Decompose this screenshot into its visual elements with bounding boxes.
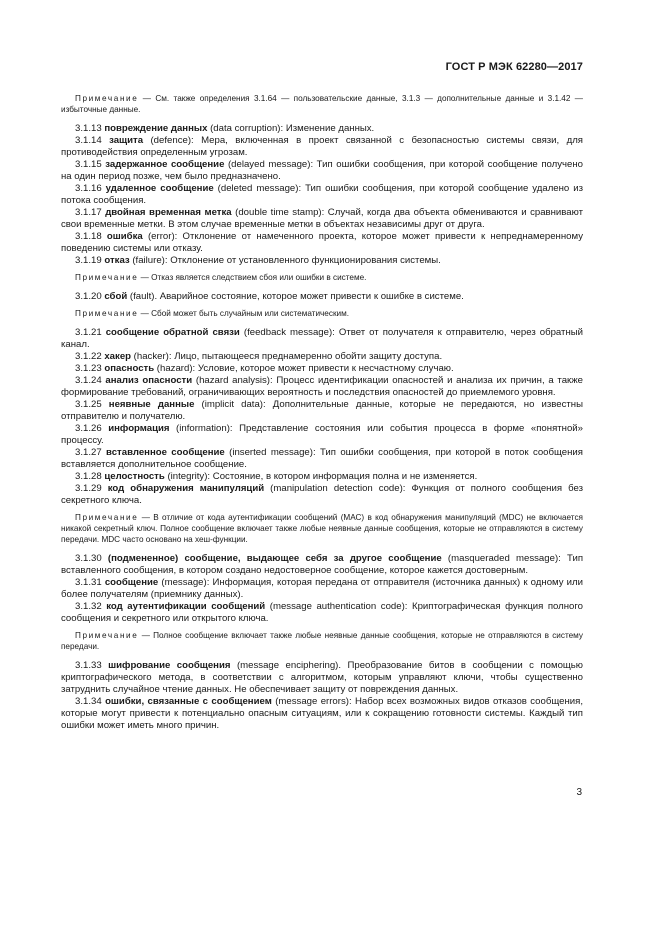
- term-definition: (hazard): Условие, которое может привести к несчастному случаю.: [154, 363, 454, 374]
- term-name: шифрование сообщения: [108, 660, 231, 671]
- term-number: 3.1.26: [75, 423, 109, 434]
- term-name: информация: [108, 423, 170, 434]
- note-text: — Отказ является следствием сбоя или ошибки в системе.: [138, 273, 367, 282]
- term-3-1-25: [61, 399, 583, 423]
- term-definition: (deleted message): Тип ошибки сообщения, при которой сообщение удалено из потока сообщения.: [61, 183, 584, 206]
- term-name: защита: [109, 135, 144, 146]
- term-definition: (masqueraded message): Тип вставленного сообщения, в котором создано недостоверное сообщение, которое кажется достоверным.: [61, 553, 584, 576]
- note-2: [61, 272, 583, 283]
- page-content: [61, 93, 583, 732]
- term-name: ошибка: [106, 231, 143, 242]
- note-text: — См. также определения 3.1.64 — пользовательские данные, 3.1.3 — дополнительные данные и 3.1.42 — избыточные данные.: [61, 94, 583, 114]
- term-definition: (double time stamp): Случай, когда два объекта обмениваются и сравнивают свои временные метки. В этом случае временные метки в объектах независимы друг от друга.: [61, 207, 583, 230]
- term-3-1-15: [61, 159, 583, 183]
- term-3-1-17: [61, 207, 583, 231]
- term-number: 3.1.21: [75, 327, 106, 338]
- term-definition: (message): Информация, которая передана от отправителя (источника данных) к одному или более получателям (приемнику данных).: [61, 577, 583, 600]
- term-number: 3.1.15: [75, 159, 106, 170]
- note-label: Примечание: [75, 273, 139, 282]
- note-label: Примечание: [75, 631, 139, 640]
- term-number: 3.1.16: [75, 183, 106, 194]
- term-name: удаленное сообщение: [105, 183, 214, 194]
- term-3-1-34: [61, 696, 583, 732]
- term-3-1-31: [61, 577, 583, 601]
- term-name: сообщение обратной связи: [105, 327, 240, 338]
- term-name: (подмененное) сообщение, выдающее себя за другое сообщение: [107, 553, 442, 564]
- term-definition: (integrity): Состояние, в котором информация полна и не изменяется.: [164, 471, 478, 482]
- term-name: неявные данные: [108, 399, 195, 410]
- term-number: 3.1.34: [75, 696, 106, 707]
- term-number: 3.1.14: [75, 135, 110, 146]
- note-5: [61, 630, 583, 652]
- term-definition: (fault). Аварийное состояние, которое может привести к ошибке в системе.: [127, 291, 464, 302]
- term-definition: (message enciphering). Преобразование битов в сообщении с помощью криптографического метода, в соответствии с алгоритмом, которым управляют ключи, чтобы существенно затруднить случайное чтение данных. Не обеспечивает защиту от повреждения данных.: [61, 660, 583, 695]
- term-name: целостность: [104, 471, 165, 482]
- note-1: [61, 93, 583, 115]
- term-name: повреждение данных: [104, 123, 208, 134]
- term-name: код аутентификации сообщений: [106, 601, 266, 612]
- term-definition: (defence): Мера, включенная в проект связанной с безопасностью системы связи, для противодействия определенным угрозам.: [61, 135, 583, 158]
- term-number: 3.1.18: [75, 231, 107, 242]
- term-3-1-14: [61, 135, 583, 159]
- term-definition: (information): Представление состояния или события процесса в форме «понятной» процессу.: [61, 423, 583, 446]
- term-3-1-19: [61, 255, 583, 267]
- term-definition: (delayed message): Тип ошибки сообщения, при которой сообщение получено на один период позже, чем было предназначено.: [61, 159, 583, 182]
- term-definition: (data corruption): Изменение данных.: [207, 123, 375, 134]
- term-number: 3.1.23: [75, 363, 105, 374]
- note-label: Примечание: [75, 94, 139, 103]
- term-definition: (error): Отклонение от намеченного проекта, которое может привести к непреднамеренному поведению системы или отказу.: [61, 231, 583, 254]
- note-4: [61, 512, 583, 545]
- term-3-1-21: [61, 327, 583, 351]
- note-text: — Сбой может быть случайным или систематическим.: [138, 309, 350, 318]
- term-name: код обнаружения манипуляций: [107, 483, 265, 494]
- page-number: 3: [576, 787, 582, 798]
- term-name: сообщение: [104, 577, 159, 588]
- term-number: 3.1.19: [75, 255, 105, 266]
- term-number: 3.1.17: [75, 207, 106, 218]
- term-3-1-28: [61, 471, 583, 483]
- term-3-1-20: [61, 291, 583, 303]
- term-name: отказ: [104, 255, 130, 266]
- term-number: 3.1.24: [75, 375, 106, 386]
- term-3-1-30: [61, 553, 583, 577]
- document-header: ГОСТ Р МЭК 62280—2017: [445, 61, 583, 73]
- term-3-1-29: [61, 483, 583, 507]
- term-number: 3.1.32: [75, 601, 107, 612]
- term-name: двойная временная метка: [105, 207, 232, 218]
- term-definition: (hacker): Лицо, пытающееся преднамеренно обойти защиту доступа.: [131, 351, 443, 362]
- term-definition: (failure): Отклонение от установленного функционирования системы.: [129, 255, 441, 266]
- term-name: опасность: [104, 363, 155, 374]
- term-name: задержанное сообщение: [105, 159, 225, 170]
- term-definition: (message authentication code): Криптографическая функция полного сообщения и секретного или открытого ключа.: [61, 601, 584, 624]
- term-name: вставленное сообщение: [106, 447, 225, 458]
- term-definition: (hazard analysis): Процесс идентификации опасностей и анализа их причин, а также формирование требований, ограничивающих вероятность и последствия опасностей до приемлемого уровня.: [61, 375, 583, 398]
- term-3-1-18: [61, 231, 583, 255]
- term-number: 3.1.22: [75, 351, 105, 362]
- term-definition: (manipulation detection code): Функция от полного сообщения без секретного ключа.: [61, 483, 583, 506]
- term-number: 3.1.13: [75, 123, 105, 134]
- term-definition: (message errors): Набор всех возможных видов отказов сообщения, которые могут привести к потенциально опасным ситуациям, или к сокращению готовности системы. Каждый тип ошибки может иметь много причин.: [61, 696, 583, 731]
- term-number: 3.1.33: [75, 660, 109, 671]
- term-number: 3.1.29: [75, 483, 108, 494]
- term-3-1-33: [61, 660, 583, 696]
- term-name: сбой: [104, 291, 128, 302]
- note-label: Примечание: [75, 309, 139, 318]
- term-3-1-27: [61, 447, 583, 471]
- term-number: 3.1.25: [75, 399, 109, 410]
- term-definition: (feedback message): Ответ от получателя к отправителю, через обратный канал.: [61, 327, 583, 350]
- note-label: Примечание: [75, 513, 139, 522]
- note-text: — Полное сообщение включает также любые неявные данные сообщения, которые не отправляются в систему передачи.: [61, 631, 583, 651]
- term-3-1-22: [61, 351, 583, 363]
- term-3-1-32: [61, 601, 583, 625]
- term-3-1-24: [61, 375, 583, 399]
- term-3-1-16: [61, 183, 583, 207]
- term-number: 3.1.27: [75, 447, 107, 458]
- note-text: — В отличие от кода аутентификации сообщений (МАС) в код обнаружения манипуляций (MDC) не включается никакой секретный ключ. Полное сообщение включает также любые неявные данные сообщения, которые не отправляются в систему передачи. MDC часто основано на хеш-функции.: [61, 513, 583, 544]
- term-name: хакер: [104, 351, 132, 362]
- term-name: анализ опасности: [105, 375, 193, 386]
- term-number: 3.1.28: [75, 471, 105, 482]
- term-definition: (inserted message): Тип ошибки сообщения, при которой в поток сообщения вставляется дополнительное сообщение.: [61, 447, 583, 470]
- term-3-1-26: [61, 423, 583, 447]
- term-3-1-13: [61, 123, 583, 135]
- note-3: [61, 308, 583, 319]
- term-number: 3.1.20: [75, 291, 105, 302]
- term-definition: (implicit data): Дополнительные данные, которые не передаются, но известны отправителю и получателю.: [61, 399, 584, 422]
- term-3-1-23: [61, 363, 583, 375]
- term-number: 3.1.30: [75, 553, 108, 564]
- term-number: 3.1.31: [75, 577, 105, 588]
- term-name: ошибки, связанные с сообщением: [105, 696, 272, 707]
